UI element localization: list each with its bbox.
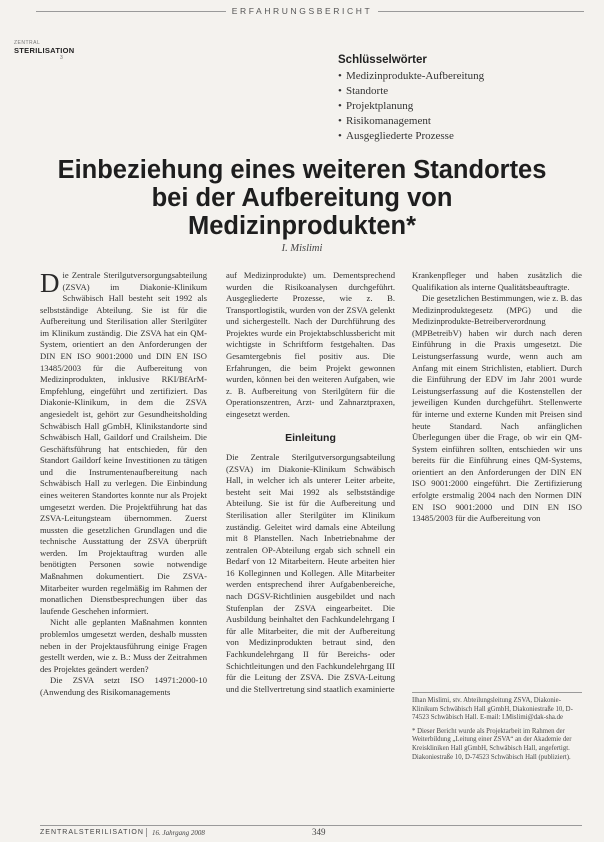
footer-journal: ZENTRALSTERILISATION	[40, 829, 144, 836]
body-column-3	[412, 270, 582, 525]
body-paragraph: Die ZSVA setzt ISO 14971:2000-10 (Anwendung des Risikomanagements	[40, 675, 207, 697]
author-affiliation: Ilhan Mislimi, stv. Abteilungsleitung ZSVA, Diakonie-Klinikum Schwäbisch Hall gGmbH, Diakoniestraße 10, D-74523 Schwäbisch Hall. E-mail: I.Mislimi@dak-sha.de	[412, 697, 573, 722]
footnote	[412, 697, 582, 767]
article-author: I. Mislimi	[281, 243, 323, 254]
keywords-box	[338, 54, 588, 144]
body-paragraph: Die gesetzlichen Bestimmungen, wie z. B. das Medizinproduktegesetz (MPG) und die Medizinprodukte-Betreiberverordnung (MPBetreibV) haben wir durch nach deren Einführung in die Praxis umgesetzt. Die Leistungserfassung wurde, wenn auch am Anfang mit einem Strichlisten, etabliert. Durch die Einführung der EDV im Jahr 2001 wurde Leistungserfassung auf die Kostenstellen der jeweiligen Kunden durchgeführt. Stellenwerte für interne und externe Kunden mit Preisen sind heute Standard. Nach anfänglichen Überlegungen über die Frage, ob wir ein QM-System einführen sollten, entschieden wir uns bereits für die Einführung eines QM-Systems, orientiert an den Anforderungen der DIN EN ISO 9001:2000 eingeführt. Die Zertifizierung erfolgte erstmalig 2004 nach den Normen DIN EN ISO 9001:2000 und DIN EN ISO 13485/2003 für die Aufbereitung von	[412, 293, 582, 524]
logo-title: STERILISATION	[14, 46, 75, 55]
keywords-heading: Schlüsselwörter	[338, 54, 427, 66]
header-rule-right	[378, 11, 584, 12]
body-paragraph: auf Medizinprodukte) um. Dementsprechend wurden die Risikoanalysen durchgeführt. Ausgegliederte Prozesse, wie z. B. Transportlogistik, wurden von der ZSVA gelenkt und sichergestellt. Nach der Durchführung des Projektes wurde ein Projektabschlussbericht mit wichtigste in Schriftform festgehalten. Das Gesamtergebnis fiel positiv aus. Die Erfahrungen, die beim Projekt gewonnen wurden, können bei den weiteren Aufgaben, wie z. B. Aufbereitung von Sterilgütern für die Operationszentren, Arzt- und Zahnarztpraxen, eingesetzt werden.	[226, 270, 395, 419]
footer-rule	[40, 825, 582, 826]
body-paragraph: Die Zentrale Sterilgutversorgungsabteilung (ZSVA) im Diakonie-Klinikum Schwäbisch Hall, in welcher ich als unterer Leiter arbeite, besteht seit Mai 1992 als selbstständige Abteilung. Sie ist für die Aufbereitung und Sterilisation aller Sterilgüter im Klinikum zuständig. Geleitet wird damals eine Abteilung mit 8 Planstellen. Nach Inbetriebnahme der zentralen OP-Abteilung ergab sich schnell ein Bedarf von 12 Mitarbeitern. Heute arbeiten hier 16 Kolleginnen und Kollegen. Alle Mitarbeiter werden entsprechend ihrer Aufgabenbereiche, nach DGSV-Richtlinien ausgebildet und nach Stufenplan der ZSVA eingearbeitet. Die Ausbildung beinhaltet den Fachkundelehrgang I für alle Mitarbeiter, die mit der Aufbereitung von Medizinprodukten betraut sind, den Fachkundelehrgang II für Bereichs- oder Schichtleitungen und den Fachkundelehrgang III für die Leitung der ZSVA. Die ZSVA-Leitung und die Stellvertretung sind staatlich examinierte	[226, 452, 395, 694]
body-column-1	[40, 270, 207, 698]
running-head: ERFAHRUNGSBERICHT	[231, 6, 373, 16]
section-heading: Einleitung	[285, 431, 336, 444]
journal-logo	[14, 40, 84, 61]
keyword-item: • Projektplanung	[338, 100, 414, 112]
footnote-text: * Dieser Bericht wurde als Projektarbeit im Rahmen der Weiterbildung „Leitung einer ZSVA“ an der Akademie der Kreiskliniken Hall gGmbH, Schwäbisch Hall, angefertigt. Diakoniestraße 10, D-74523 Schwäbisch Hall (publiziert).	[412, 727, 572, 761]
keywords-list	[338, 69, 588, 144]
footer-divider	[146, 828, 147, 837]
keyword-item: • Ausgegliederte Prozesse	[338, 130, 454, 142]
body-paragraph: Nicht alle geplanten Maßnahmen konnten problemlos umgesetzt werden, deshalb mussten neben in der Projektausführung einige Fragen gestellt werden, wie z. B.: Muss der Zeitrahmen des Projektes geändert werden?	[40, 617, 207, 674]
keyword-item: • Medizinprodukte-Aufbereitung	[338, 70, 485, 82]
logo-sub: 3	[60, 55, 64, 61]
keyword-item: • Risikomanagement	[338, 115, 431, 127]
body-paragraph: Die Zentrale Sterilgutversorgungsabteilung (ZSVA) im Diakonie-Klinikum Schwäbisch Hall besteht seit 1992 als selbstständige Abteilung. Sie ist für die Aufbereitung und Sterilisation aller Sterilgüter im Klinikum zuständig. Die ZSVA hat ein QM-System, orientiert an den Anforderungen der DIN EN ISO 9001:2000 und DIN EN ISO 13485/2003 für die Aufbereitung von Medizinprodukten, inklusive RKI/BfArM-Empfehlung, eingeführt und zertifiziert. Das Diakonie-Klinikum, in dem die ZSVA angesiedelt ist, gehört zur Gesundheitsholding Schwäbisch Hall gGmbH, Klinikstandorte sind Schwäbisch Hall, Gaildorf und Crailsheim. Die Geschäftsführung hat entschieden, für den Standort Gaildorf keine Investitionen zu tätigen und die Instrumentenaufbereitung nach Schwäbisch Hall zu verlegen. Die Einbindung eines weiteren Standortes konnte nur als Projekt umgesetzt werden. Die Projektführung hat das ZSVA-Leitungsteam übernommen. Zuerst mussten die gesetzlichen Grundlagen und die technische Ausstattung der ZSVA überprüft werden. Im Projektauftrag wurden alle benötigten Personen sowie notwendige Maßnahmen dokumentiert. Die ZSVA-Mitarbeiter wurden regelmäßig im Rahmen der monatlichen Dienstbesprechungen über das laufende Geschehen informiert.	[40, 268, 207, 616]
keyword-item: • Standorte	[338, 85, 389, 97]
drop-cap: D	[40, 268, 60, 298]
article-title: Einbeziehung eines weiteren Standortes bei der Aufbereitung von Medizinprodukten*	[57, 156, 547, 240]
footer-issue: 16. Jahrgang 2008	[152, 829, 205, 837]
header-rule-left	[36, 11, 226, 12]
body-column-2	[226, 270, 395, 695]
page-number: 349	[312, 827, 326, 837]
footnote-rule	[412, 692, 582, 693]
logo-small-text: ZENTRAL	[14, 40, 41, 46]
body-paragraph: Krankenpfleger und haben zusätzlich die Qualifikation als interne Qualitätsbeauftragte.	[412, 270, 582, 292]
